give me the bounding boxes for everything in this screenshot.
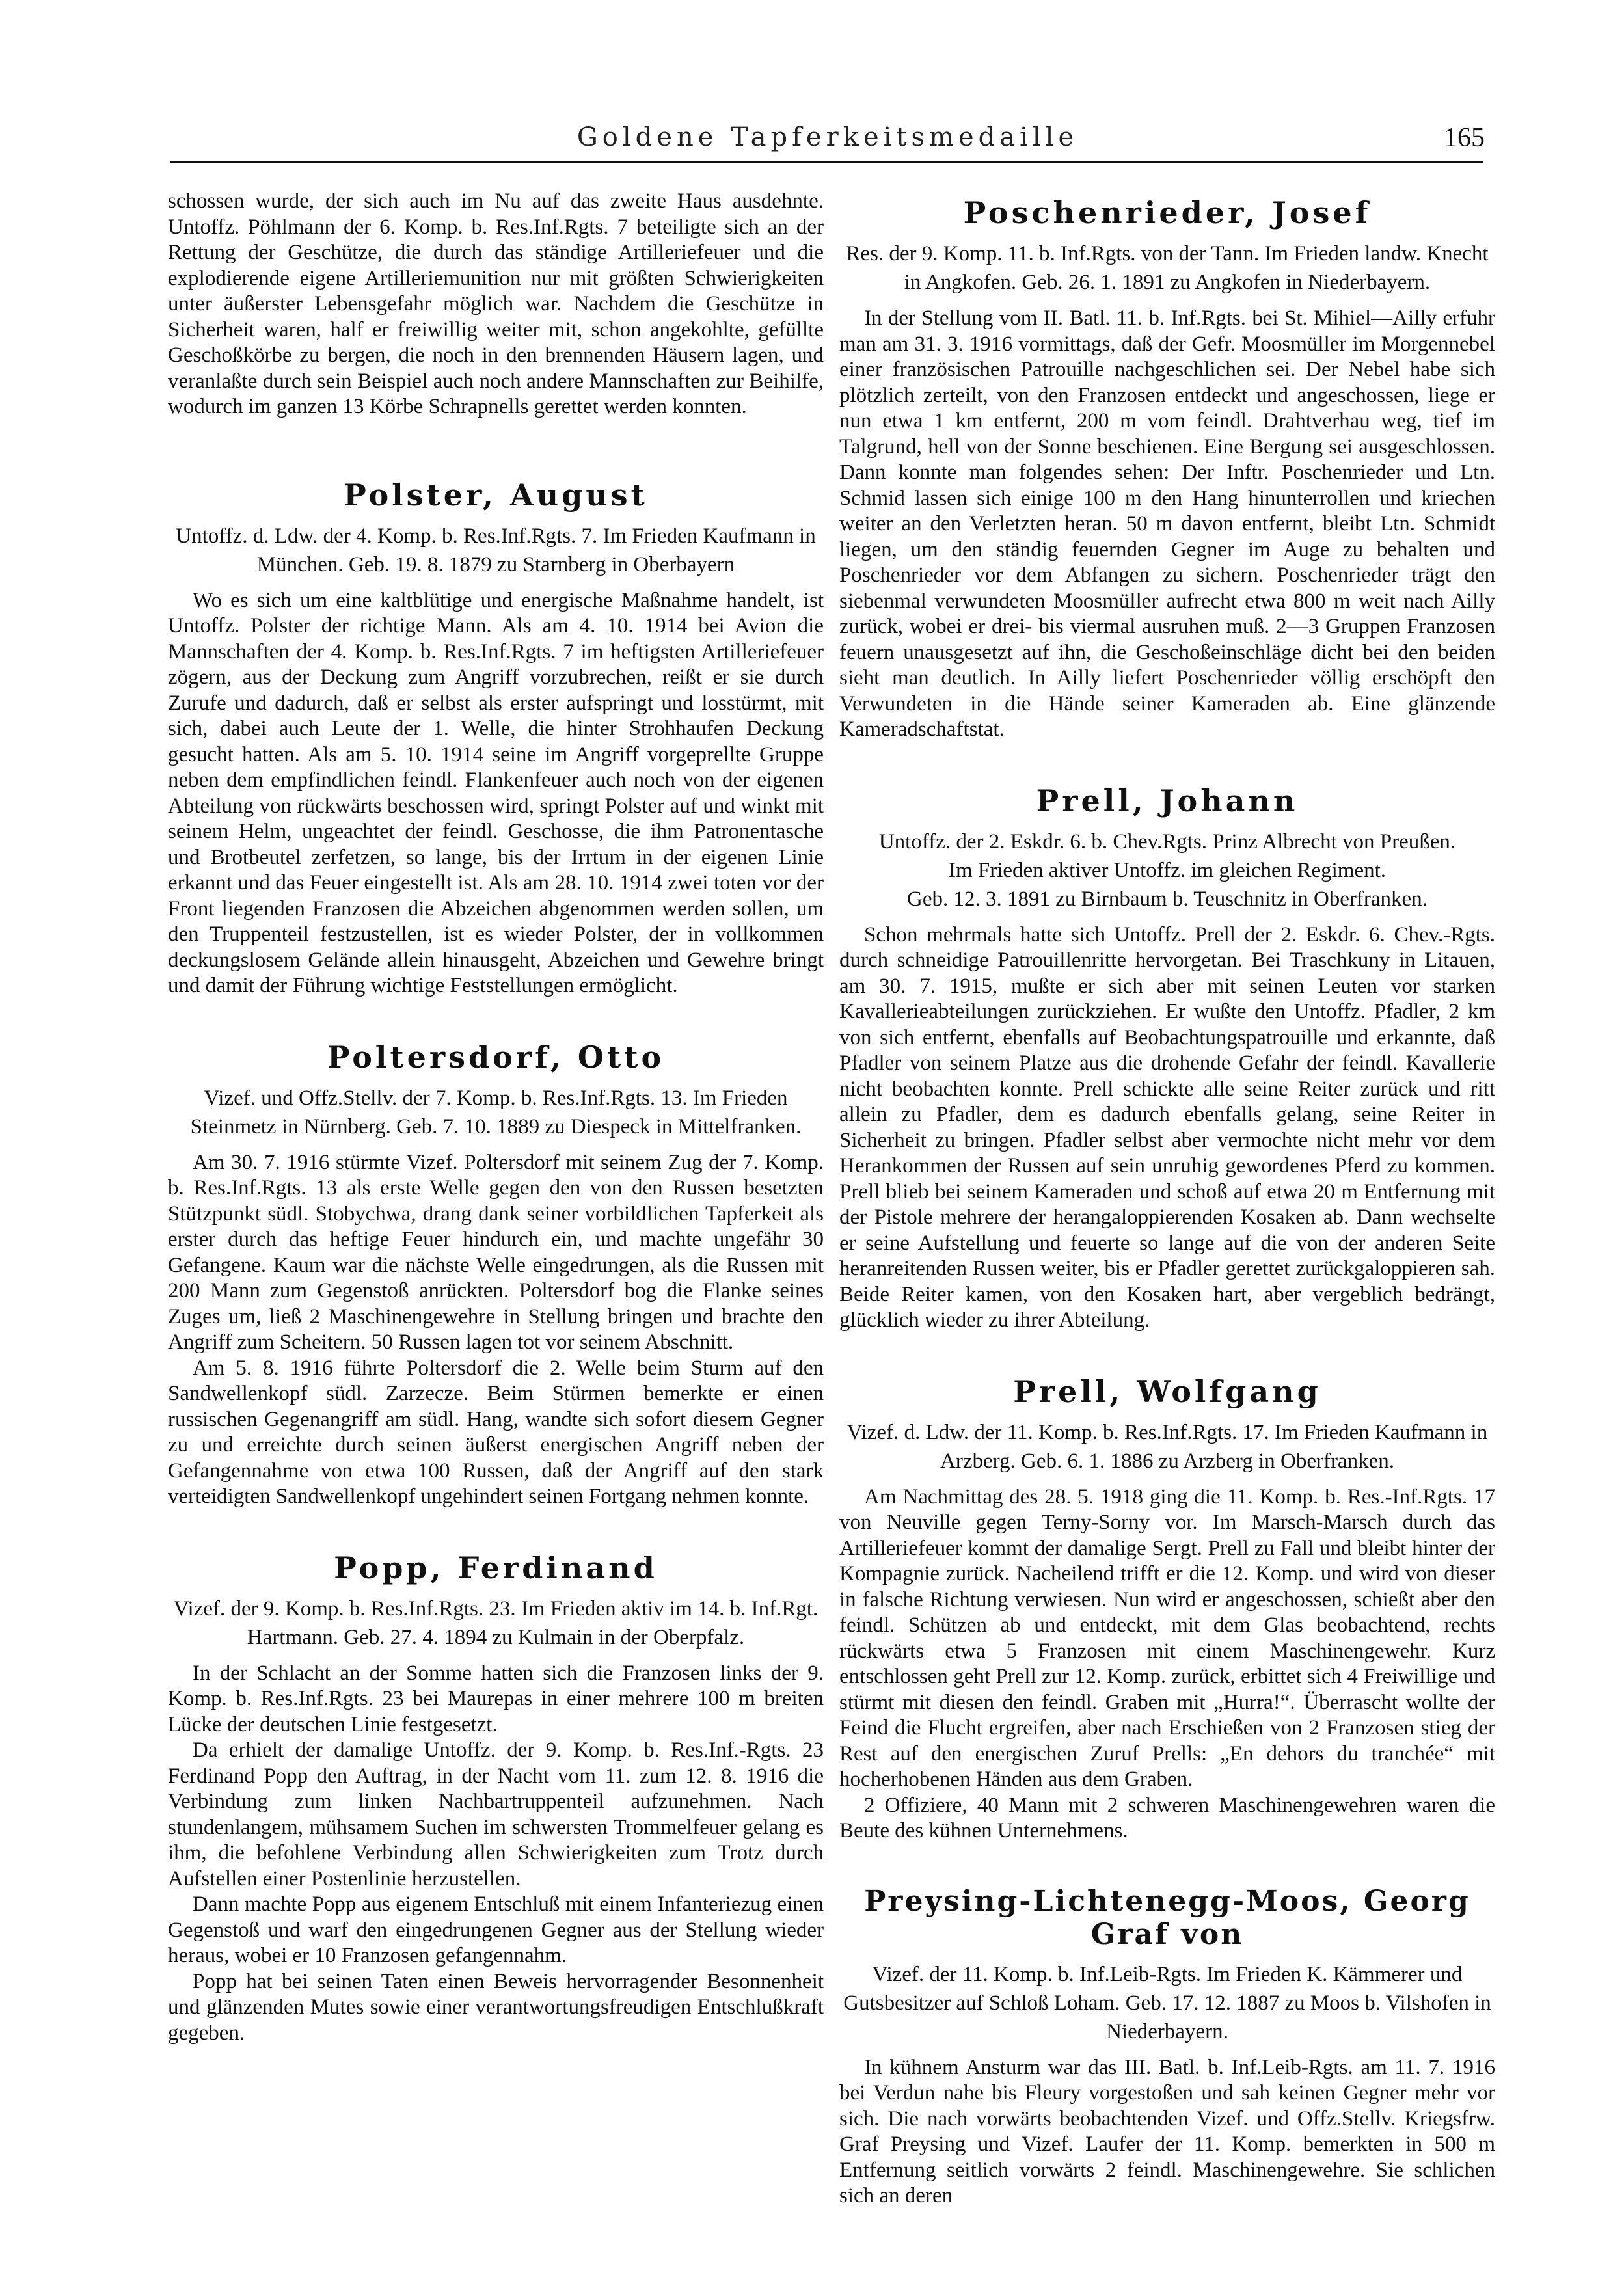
- entry-name: Preysing-Lichtenegg-Moos, Georg Graf von: [864, 1884, 1470, 1951]
- running-header: [170, 122, 1485, 159]
- entry-paragraph: Schon mehrmals hatte sich Untoffz. Prell der 2. Eskdr. 6. Chev.-Rgts. durch schneidige Patrouillenritte hervorgetan. Bei Traschkuny in Litauen, am 30. 7. 1915, mußte er sich aber mit seinen Leuten vor starken Kavallerieabteilungen zurückziehen. Er wußte den Untoffz. Pfadler, 2 km von sich entfernt, ebenfalls auf Beobachtungspatrouille und erkannte, daß Pfadler von seinem Platze aus die drohende Gefahr der feindl. Kavallerie nicht beobachten konnte. Prell schickte alle seine Reiter zurück und ritt allein zu Pfadler, dem es dadurch ebenfalls gelang, seine Reiter in Sicherheit zu bringen. Pfadler selbst aber vermochte nicht mehr vor dem Herankommen der Russen auf sein unruhig gewordenes Pferd zu kommen. Prell blieb bei seinem Kameraden und schoß auf etwa 20 m Entfernung mit der Pistole mehrere der herangaloppierenden Kosaken ab. Dann wechselte er seine Aufstellung und feuerte so lange auf die von der anderen Seite heranreitenden Russen weiter, bis er Pfadler gerettet zurückgaloppieren sah. Beide Reiter kamen, von den Kosaken hart, aber vergeblich bedrängt, glücklich wieder zu ihrer Abteilung.: [839, 923, 1495, 1332]
- entry-paragraph: Dann machte Popp aus eigenem Entschluß mit einem Infanteriezug einen Gegenstoß und warf den eingedrungenen Gegner aus der Stellung wieder heraus, wobei er 10 Franzosen gefangennahm.: [168, 1893, 824, 1967]
- entry-body: [839, 1485, 1495, 1844]
- entry-paragraph: Da erhielt der damalige Untoffz. der 9. Komp. b. Res.Inf.-Rgts. 23 Ferdinand Popp den Auftrag, in der Nacht vom 11. zum 12. 8. 1916 die Verbindung zum linken Nachbartruppenteil aufzunehmen. Nach stundenlangem, mühsamem Suchen im schwersten Trommelfeuer gelang es ihm, die befohlene Verbindung allen Schwierigkeiten zum Trotz durch Aufstellen einer Postenlinie herzustellen.: [168, 1738, 824, 1891]
- entry-meta-line: Untoffz. der 2. Eskdr. 6. b. Chev.Rgts. Prinz Albrecht von Preußen.: [878, 829, 1456, 854]
- entry-paragraph: Am 5. 8. 1916 führte Poltersdorf die 2. Welle beim Sturm auf den Sandwellenkopf südl. Zarzecze. Beim Stürmen bemerkte er einen russischen Gegenangriff am südl. Hang, wandte sich sofort diesem Gegner zu und erreichte durch seinen äußerst energischen Angriff neben der Gefangennahme von etwa 100 Russen, daß der Angriff auf den stark verteidigten Sandwellenkopf ungehindert seinen Fortgang nehmen konnte.: [168, 1356, 824, 1508]
- entry-name: Prell, Johann: [1036, 783, 1299, 818]
- entry-body: [168, 189, 824, 420]
- entry-paragraph: Popp hat bei seinen Taten einen Beweis hervorragender Besonnenheit und glänzenden Mutes sowie einer verantwortungsfreudigen Entschlußkraft gegeben.: [168, 1969, 824, 2045]
- entry-meta: Vizef. d. Ldw. der 11. Komp. b. Res.Inf.Rgts. 17. Im Frieden Kaufmann in Arzberg. Geb. 6. 1. 1886 zu Arzberg in Oberfranken.: [846, 1420, 1488, 1473]
- entry-body: [839, 2055, 1495, 2209]
- entry-paragraph: 2 Offiziere, 40 Mann mit 2 schweren Maschinengewehren waren die Beute des kühnen Unternehmens.: [839, 1793, 1495, 1842]
- entry-body: [839, 306, 1495, 743]
- entry-name: Polster, August: [344, 477, 648, 513]
- entry-paragraph: Am 30. 7. 1916 stürmte Vizef. Poltersdorf mit seinem Zug der 7. Komp. b. Res.Inf.Rgts. 13 als erste Welle gegen den von den Russen besetzten Stützpunkt südl. Stobychwa, drang dank seiner vorbildlichen Tapferkeit als erster durch das heftige Feuer hindurch ein, und machte ungefähr 30 Gefangene. Kaum war die nächste Welle eingedrungen, als die Russen mit 200 Mann zum Gegenstoß anrückten. Poltersdorf bog die Flanke seines Zuges um, ließ 2 Maschinengewehre in Stellung bringen und brachte den Angriff zum Scheitern. 50 Russen lagen tot vor seinem Abschnitt.: [168, 1150, 824, 1354]
- entry-polster-august: [168, 478, 824, 999]
- running-title: Goldene Tapferkeitsmedaille: [576, 122, 1079, 152]
- entry-body: [839, 923, 1495, 1334]
- continuation-paragraph: schossen wurde, der sich auch im Nu auf das zweite Haus ausdehnte. Untoffz. Pöhlmann der 6. Komp. b. Res.Inf.Rgts. 7 beteiligte sich an der Rettung der Geschütze, die durch das ständige Artilleriefeuer und die explodierende eigene Artilleriemunition nur mit größten Schwierigkeiten unter äußerster Lebensgefahr möglich war. Nachdem die Geschütze in Sicherheit waren, half er freiwillig weiter mit, schon angekohlte, gefüllte Geschoßkörbe zu bergen, die noch in den brennenden Häusern lagen, und veranlaßte durch sein Beispiel auch noch andere Mannschaften zur Beihilfe, wodurch im ganzen 13 Körbe Schrapnells gerettet werden konnten.: [168, 189, 824, 418]
- entry-preysing-lichtenegg-moos-georg: [839, 1885, 1495, 2209]
- right-column: [839, 195, 1495, 2250]
- entry-paragraph: In der Stellung vom II. Batl. 11. b. Inf.Rgts. bei St. Mihiel—Ailly erfuhr man am 31. 3. 1916 vormittags, daß der Gefr. Moosmüller im Morgennebel einer französischen Patrouille nachgeschlichen sei. Der Nebel habe sich plötzlich zerteilt, von den Franzosen entdeckt und angeschossen, liege er nun etwa 1 km entfernt, 200 m vom feindl. Drahtverhau weg, tief im Talgrund, hell von der Sonne beschienen. Eine Bergung sei ausgeschlossen. Dann konnte man folgendes sehen: Der Inftr. Poschenrieder und Ltn. Schmid lassen sich einige 100 m den Hang hinunterrollen und kriechen weiter an den Verletzten heran. 50 m davon entfernt, bleibt Ltn. Schmidt liegen, um den ständig feuernden Gegner im Auge zu behalten und Poschenrieder vor dem Abfangen zu sichern. Poschenrieder trägt den siebenmal verwundeten Moosmüller aufrecht etwa 800 m weit nach Ailly zurück, wobei er drei- bis viermal ausruhen muß. 2—3 Gruppen Franzosen feuern unausgesetzt auf ihn, die Geschoßeinschläge dicht bei den beiden sieht man deutlich. In Ailly liefert Poschenrieder völlig erschöpft den Verwundeten in die Hände seiner Kameraden ab. Eine glänzende Kameradschaftstat.: [839, 306, 1495, 741]
- entry-prell-wolfgang: [839, 1374, 1495, 1844]
- entry-paragraph: In kühnem Ansturm war das III. Batl. b. Inf.Leib-Rgts. am 11. 7. 1916 bei Verdun nahe bis Fleury vorgestoßen und sah keinen Gegner mehr vor sich. Die nach vorwärts beobachtenden Vizef. und Offz.Stellv. Kriegsfrw. Graf Preysing und Vizef. Laufer der 11. Komp. bemerkten in 500 m Entfernung seitlich vorwärts 2 feindl. Maschinengewehre. Sie schlichen sich an deren: [839, 2055, 1495, 2207]
- entry-meta-line: Geb. 12. 3. 1891 zu Birnbaum b. Teuschnitz in Oberfranken.: [907, 887, 1428, 911]
- continuation-entry: [168, 189, 824, 420]
- entry-paragraph: Am Nachmittag des 28. 5. 1918 ging die 11. Komp. b. Res.-Inf.Rgts. 17 von Neuville gegen Terny-Sorny vor. Im Marsch-Marsch durch das Artilleriefeuer kommt der damalige Sergt. Prell zu Fall und bleibt hinter der Kompagnie zurück. Nacheilend trifft er die 12. Komp. und wird von dieser in falsche Richtung verwiesen. Nun wird er angeschossen, schießt aber den feindl. Schützen ab und entdeckt, mit dem Glas beobachtend, rechts rückwärts etwa 5 Franzosen mit einem Maschinengewehr. Kurz entschlossen geht Prell zur 12. Komp. zurück, erbittet sich 4 Freiwillige und stürmt mit diesen den feindl. Graben mit „Hurra!“. Überrascht wollte der Feind die Flucht ergreifen, aber nach Erschießen von 2 Franzosen stieg der Rest auf den energischen Zuruf Prells: „En dehors du tranchée“ mit hocherhobenen Händen aus dem Graben.: [839, 1485, 1495, 1791]
- entry-paragraph: In der Schlacht an der Somme hatten sich die Franzosen links der 9. Komp. b. Res.Inf.Rgts. 23 bei Maurepas in einer mehrere 100 m breiten Lücke der deutschen Linie festgesetzt.: [168, 1661, 824, 1736]
- entry-meta: Vizef. der 11. Komp. b. Inf.Leib-Rgts. Im Frieden K. Kämmerer und Gutsbesitzer auf Schloß Loham. Geb. 17. 12. 1887 zu Moos b. Vilshofen in Niederbayern.: [843, 1962, 1491, 2043]
- entry-body: [168, 588, 824, 999]
- entry-meta: Vizef. der 9. Komp. b. Res.Inf.Rgts. 23. Im Frieden aktiv im 14. b. Inf.Rgt. Hartmann. Geb. 27. 4. 1894 zu Kulmain in der Oberpfalz.: [173, 1596, 819, 1649]
- entry-meta: Vizef. und Offz.Stellv. der 7. Komp. b. Res.Inf.Rgts. 13. Im Frieden Steinmetz in Nürnberg. Geb. 7. 10. 1889 zu Diespeck in Mittelfranken.: [190, 1086, 802, 1138]
- entry-body: [168, 1150, 824, 1510]
- page-number: 165: [1444, 123, 1485, 153]
- entry-meta: Untoffz. d. Ldw. der 4. Komp. b. Res.Inf.Rgts. 7. Im Frieden Kaufmann in München. Geb. 19. 8. 1879 zu Starnberg in Oberbayern: [176, 524, 816, 576]
- entry-popp-ferdinand: [168, 1550, 824, 2047]
- entry-name: Poltersdorf, Otto: [327, 1039, 665, 1075]
- entry-body: [168, 1661, 824, 2047]
- entry-prell-johann: [839, 783, 1495, 1334]
- entry-meta: Res. der 9. Komp. 11. b. Inf.Rgts. von der Tann. Im Frieden landw. Knecht in Angkofen. Geb. 26. 1. 1891 zu Angkofen in Niederbayern.: [846, 242, 1489, 294]
- header-rule: [170, 161, 1483, 163]
- entry-name: Poschenrieder, Josef: [963, 195, 1372, 230]
- entry-poltersdorf-otto: [168, 1040, 824, 1510]
- left-column: [168, 189, 824, 2086]
- entry-meta-line: Im Frieden aktiver Untoffz. im gleichen Regiment.: [948, 858, 1387, 882]
- entry-poschenrieder-josef: [839, 195, 1495, 743]
- entry-name: Popp, Ferdinand: [334, 1550, 658, 1585]
- entry-name: Prell, Wolfgang: [1013, 1373, 1321, 1409]
- entry-paragraph: Wo es sich um eine kaltblütige und energische Maßnahme handelt, ist Untoffz. Polster der richtige Mann. Als am 4. 10. 1914 bei Avion die Mannschaften der 4. Komp. b. Res.Inf.Rgts. 7 im heftigsten Artilleriefeuer zögern, aus der Deckung zum Angriff vorzubrechen, reißt er sie durch Zurufe und dadurch, daß er selbst als erster aufspringt und losstürmt, mit sich, dabei auch Leute der 1. Welle, die hinter Strohhaufen Deckung gesucht hatten. Als am 5. 10. 1914 seine im Angriff vorgeprellte Gruppe neben dem empfindlichen feindl. Flankenfeuer auch noch von der eigenen Abteilung von rückwärts beschossen wird, springt Polster auf und winkt mit seinem Helm, ungeachtet der feindl. Geschosse, die ihm Patronentasche und Brotbeutel zerfetzen, so lange, bis der Irrtum in der eigenen Linie erkannt und das Feuer eingestellt ist. Als am 28. 10. 1914 zwei toten vor der Front liegenden Franzosen die Abzeichen abgenommen werden sollen, um den Truppenteil festzustellen, ist es wieder Polster, der in vollkommen deckungslosem Gelände allein hinausgeht, Abzeichen und Gewehre bringt und damit der Führung wichtige Feststellungen ermöglicht.: [168, 588, 824, 997]
